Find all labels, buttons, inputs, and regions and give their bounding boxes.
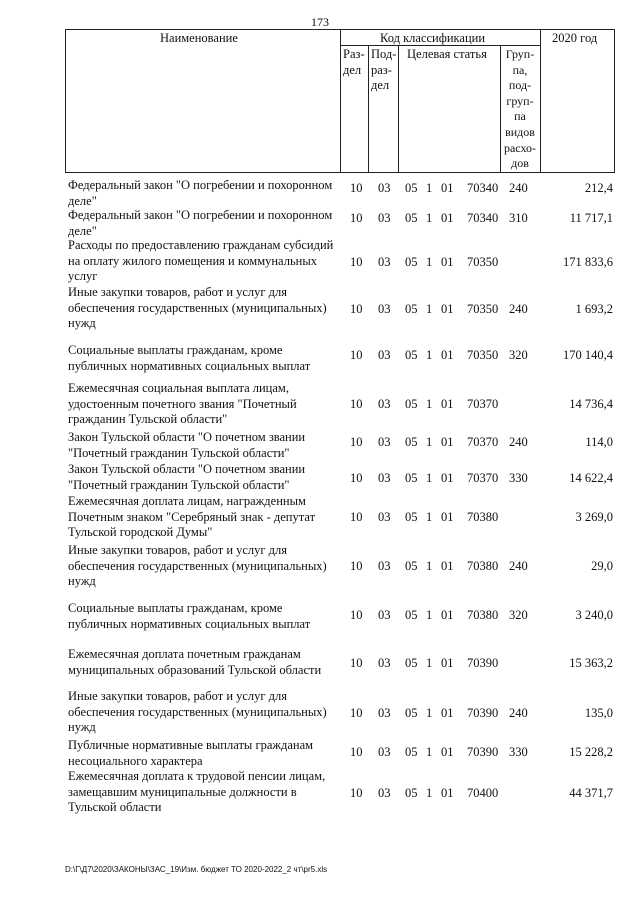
- row-target-event: 01: [441, 559, 454, 573]
- row-target-subprogram: 1: [426, 786, 433, 800]
- row-target-program: 05: [405, 559, 418, 573]
- row-sum: 114,0: [585, 435, 613, 449]
- row-target-program: 05: [405, 471, 418, 485]
- row-target-direction: 70370: [467, 397, 499, 411]
- table-header: [0, 0, 640, 180]
- row-podrazdel: 03: [378, 510, 391, 524]
- row-target-event: 01: [441, 435, 454, 449]
- row-target-event: 01: [441, 786, 454, 800]
- row-target-event: 01: [441, 255, 454, 269]
- row-target-direction: 70390: [467, 745, 499, 759]
- row-target-subprogram: 1: [426, 608, 433, 622]
- row-expense-type: 330: [509, 745, 528, 759]
- row-expense-type: 240: [509, 181, 528, 195]
- row-target-subprogram: 1: [426, 181, 433, 195]
- row-razdel: 10: [350, 435, 363, 449]
- row-podrazdel: 03: [378, 302, 391, 316]
- row-target-program: 05: [405, 656, 418, 670]
- row-sum: 3 269,0: [575, 510, 613, 524]
- row-sum: 1 693,2: [575, 302, 613, 316]
- row-name: Ежемесячная социальная выплата лицам, удостоенным почетного звания "Почетный гражданин Тульской области": [68, 381, 297, 427]
- row-target-program: 05: [405, 608, 418, 622]
- row-name: Иные закупки товаров, работ и услуг для обеспечения государственных (муниципальных) нужд: [68, 689, 327, 735]
- row-podrazdel: 03: [378, 348, 391, 362]
- row-target-direction: 70340: [467, 181, 499, 195]
- row-razdel: 10: [350, 608, 363, 622]
- row-name: Закон Тульской области "О почетном звании "Почетный гражданин Тульской области": [68, 462, 306, 492]
- row-target-event: 01: [441, 745, 454, 759]
- row-target-event: 01: [441, 656, 454, 670]
- row-target-subprogram: 1: [426, 656, 433, 670]
- header-target: Целевая статья: [407, 47, 487, 61]
- row-podrazdel: 03: [378, 608, 391, 622]
- page-number: 173: [311, 15, 329, 29]
- row-target-subprogram: 1: [426, 706, 433, 720]
- row-razdel: 10: [350, 745, 363, 759]
- row-sum: 14 736,4: [569, 397, 613, 411]
- row-target-direction: 70350: [467, 348, 499, 362]
- row-target-direction: 70390: [467, 656, 499, 670]
- row-sum: 29,0: [591, 559, 613, 573]
- row-podrazdel: 03: [378, 706, 391, 720]
- row-podrazdel: 03: [378, 745, 391, 759]
- row-podrazdel: 03: [378, 656, 391, 670]
- row-target-subprogram: 1: [426, 510, 433, 524]
- row-name: Публичные нормативные выплаты гражданам несоциального характера: [68, 738, 314, 768]
- row-razdel: 10: [350, 302, 363, 316]
- row-podrazdel: 03: [378, 181, 391, 195]
- row-podrazdel: 03: [378, 211, 391, 225]
- row-target-event: 01: [441, 181, 454, 195]
- row-target-subprogram: 1: [426, 745, 433, 759]
- row-sum: 212,4: [584, 181, 613, 195]
- row-name: Иные закупки товаров, работ и услуг для обеспечения государственных (муниципальных) нужд: [68, 543, 327, 589]
- row-podrazdel: 03: [378, 397, 391, 411]
- row-target-direction: 70380: [467, 608, 499, 622]
- header-group: Груп- па, под- груп- па видов расхо- дов: [503, 47, 537, 171]
- header-code: Код классификации: [380, 31, 486, 45]
- row-sum: 3 240,0: [575, 608, 613, 622]
- row-razdel: 10: [350, 348, 363, 362]
- header-podrazdel: Под- раз- дел: [371, 47, 397, 93]
- row-razdel: 10: [350, 706, 363, 720]
- row-razdel: 10: [350, 471, 363, 485]
- row-target-subprogram: 1: [426, 397, 433, 411]
- row-razdel: 10: [350, 181, 363, 195]
- row-target-program: 05: [405, 211, 418, 225]
- row-expense-type: 240: [509, 302, 528, 316]
- row-sum: 135,0: [584, 706, 613, 720]
- row-name: Федеральный закон "О погребении и похоронном деле": [68, 178, 333, 208]
- row-podrazdel: 03: [378, 559, 391, 573]
- row-razdel: 10: [350, 510, 363, 524]
- header-year: 2020 год: [552, 31, 598, 45]
- row-podrazdel: 03: [378, 471, 391, 485]
- row-target-program: 05: [405, 348, 418, 362]
- row-target-subprogram: 1: [426, 559, 433, 573]
- row-razdel: 10: [350, 656, 363, 670]
- row-razdel: 10: [350, 786, 363, 800]
- row-sum: 44 371,7: [569, 786, 613, 800]
- row-target-subprogram: 1: [426, 255, 433, 269]
- row-target-event: 01: [441, 348, 454, 362]
- row-target-program: 05: [405, 745, 418, 759]
- row-name: Федеральный закон "О погребении и похоронном деле": [68, 208, 333, 238]
- row-name: Ежемесячная доплата лицам, награжденным Почетным знаком "Серебряный знак - депутат Тульской городской Думы": [68, 494, 316, 540]
- row-target-program: 05: [405, 706, 418, 720]
- row-target-event: 01: [441, 608, 454, 622]
- row-target-direction: 70380: [467, 559, 499, 573]
- row-target-direction: 70350: [467, 302, 499, 316]
- row-expense-type: 330: [509, 471, 528, 485]
- row-sum: 14 622,4: [569, 471, 613, 485]
- file-path-footer: D:\Г\Д7\2020\ЗАКОНЫ\ЗАС_19\Изм. бюджет ТО 2020-2022_2 чт\pr5.xls: [65, 865, 328, 874]
- row-name: Социальные выплаты гражданам, кроме публичных нормативных социальных выплат: [68, 601, 311, 631]
- row-target-direction: 70400: [467, 786, 499, 800]
- row-podrazdel: 03: [378, 435, 391, 449]
- row-target-program: 05: [405, 435, 418, 449]
- row-sum: 15 363,2: [569, 656, 613, 670]
- row-target-direction: 70390: [467, 706, 499, 720]
- row-expense-type: 320: [509, 608, 528, 622]
- row-target-event: 01: [441, 510, 454, 524]
- row-target-direction: 70340: [467, 211, 499, 225]
- row-expense-type: 240: [509, 435, 528, 449]
- row-target-subprogram: 1: [426, 348, 433, 362]
- row-target-event: 01: [441, 211, 454, 225]
- row-razdel: 10: [350, 255, 363, 269]
- row-podrazdel: 03: [378, 255, 391, 269]
- row-target-event: 01: [441, 706, 454, 720]
- row-target-program: 05: [405, 302, 418, 316]
- row-target-subprogram: 1: [426, 302, 433, 316]
- row-expense-type: 310: [509, 211, 528, 225]
- row-target-event: 01: [441, 471, 454, 485]
- row-razdel: 10: [350, 397, 363, 411]
- row-target-event: 01: [441, 397, 454, 411]
- row-target-event: 01: [441, 302, 454, 316]
- header-name: Наименование: [160, 31, 238, 45]
- row-target-program: 05: [405, 510, 418, 524]
- row-name: Закон Тульской области "О почетном звании "Почетный гражданин Тульской области": [68, 430, 306, 460]
- row-razdel: 10: [350, 559, 363, 573]
- row-target-direction: 70380: [467, 510, 499, 524]
- row-sum: 171 833,6: [563, 255, 613, 269]
- row-sum: 15 228,2: [569, 745, 613, 759]
- row-target-subprogram: 1: [426, 435, 433, 449]
- row-target-program: 05: [405, 397, 418, 411]
- row-razdel: 10: [350, 211, 363, 225]
- row-target-direction: 70370: [467, 471, 499, 485]
- row-name: Ежемесячная доплата почетным гражданам муниципальных образований Тульской области: [68, 647, 322, 677]
- row-target-direction: 70350: [467, 255, 499, 269]
- row-name: Ежемесячная доплата к трудовой пенсии лицам, замещавшим муниципальные должности в Тульской области: [68, 769, 326, 815]
- row-sum: 170 140,4: [563, 348, 613, 362]
- row-expense-type: 320: [509, 348, 528, 362]
- row-expense-type: 240: [509, 706, 528, 720]
- row-podrazdel: 03: [378, 786, 391, 800]
- row-name: Расходы по предоставлению гражданам субсидий на оплату жилого помещения и коммунальных услуг: [68, 238, 334, 284]
- row-target-program: 05: [405, 181, 418, 195]
- row-target-subprogram: 1: [426, 211, 433, 225]
- header-razdel: Раз- дел: [343, 47, 365, 77]
- row-name: Иные закупки товаров, работ и услуг для обеспечения государственных (муниципальных) нужд: [68, 285, 327, 331]
- row-expense-type: 240: [509, 559, 528, 573]
- row-name: Социальные выплаты гражданам, кроме публичных нормативных социальных выплат: [68, 343, 311, 373]
- row-target-direction: 70370: [467, 435, 499, 449]
- row-target-subprogram: 1: [426, 471, 433, 485]
- row-sum: 11 717,1: [569, 211, 613, 225]
- row-target-program: 05: [405, 255, 418, 269]
- row-target-program: 05: [405, 786, 418, 800]
